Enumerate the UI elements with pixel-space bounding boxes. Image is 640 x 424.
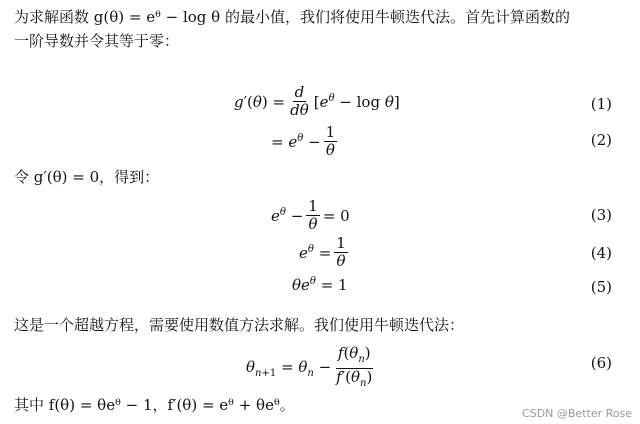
equation-6: $\theta_{n+1} = \theta_n$ − $\frac{f(\theta_n)}{f'(\theta_n)}$ bbox=[246, 344, 373, 389]
equation-number-3: (3) bbox=[590, 206, 612, 224]
paragraph-newton: 这是一个超越方程，需要使用数值方法求解。我们使用牛顿迭代法： bbox=[14, 316, 465, 334]
equation-number-1: (1) bbox=[590, 95, 612, 113]
paragraph-intro-line2: 一阶导数并令其等于零： bbox=[14, 32, 180, 50]
equation-4: $e^\theta$ = $\frac{1}{\theta}$ bbox=[299, 234, 346, 270]
equation-1: g′(θ) = $\frac{d}{d\theta}$ $[e^\theta - \log \theta]$ bbox=[234, 83, 400, 119]
equation-number-5: (5) bbox=[590, 278, 612, 296]
equation-number-6: (6) bbox=[590, 354, 612, 372]
watermark: CSDN @Better Rose bbox=[522, 407, 632, 420]
equation-5: $\theta e^\theta = 1$ bbox=[292, 276, 348, 294]
paragraph-definitions: 其中 f(θ) = θeᶿ − 1，f′(θ) = eᶿ + θeᶿ。 bbox=[14, 396, 295, 414]
paragraph-set-zero: 令 g′(θ) = 0，得到： bbox=[14, 168, 160, 186]
equation-2: = $e^\theta$ − $\frac{1}{\theta}$ bbox=[271, 123, 336, 159]
equation-3: $e^\theta$ − $\frac{1}{\theta}$ = 0 bbox=[271, 197, 350, 233]
equation-number-2: (2) bbox=[590, 131, 612, 149]
paragraph-intro-line1: 为求解函数 g(θ) = eᶿ − log θ 的最小值，我们将使用牛顿迭代法。首先计算函数的 bbox=[14, 8, 570, 26]
equation-number-4: (4) bbox=[590, 244, 612, 262]
